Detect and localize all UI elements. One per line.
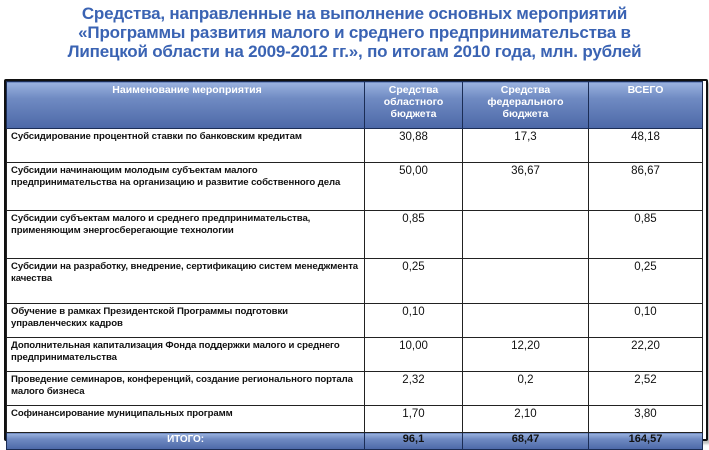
header-total: ВСЕГО [589,82,703,129]
totals-federal: 68,47 [463,433,589,450]
totals-total: 164,57 [589,433,703,450]
row-total: 0,10 [589,304,703,338]
row-regional: 10,00 [365,338,463,372]
funding-table-frame [4,79,708,445]
row-name: Субсидии субъектам малого и среднего предпринимательства, применяющим энергосберегающие технологии [7,211,365,259]
row-federal [463,304,589,338]
totals-regional: 96,1 [365,433,463,450]
header-federal: Средства федерального бюджета [463,82,589,129]
row-regional: 0,10 [365,304,463,338]
table-row [7,406,703,433]
row-total: 48,18 [589,129,703,163]
row-federal: 17,3 [463,129,589,163]
title-line-1: Средства, направленные на выполнение основных мероприятий [81,4,628,23]
table-header-row [7,82,703,129]
row-regional: 0,25 [365,259,463,304]
row-total: 2,52 [589,372,703,406]
totals-row [7,433,703,450]
row-federal: 2,10 [463,406,589,433]
header-name: Наименование мероприятия [7,82,365,129]
row-name: Субсидирование процентной ставки по банковским кредитам [7,129,365,163]
page-title [0,4,709,61]
row-name: Софинансирование муниципальных программ [7,406,365,433]
row-total: 0,25 [589,259,703,304]
title-line-3: Липецкой области на 2009-2012 гг.», по итогам 2010 года, млн. рублей [67,42,642,61]
row-name: Дополнительная капитализация Фонда поддержки малого и среднего предпринимательства [7,338,365,372]
title-line-2: «Программы развития малого и среднего предпринимательства в [78,23,631,42]
row-name: Субсидии начинающим молодым субъектам малого предпринимательства на организацию и развитие собственного дела [7,163,365,211]
row-total: 3,80 [589,406,703,433]
row-regional: 0,85 [365,211,463,259]
row-name: Обучение в рамках Президентской Программы подготовки управленческих кадров [7,304,365,338]
totals-label: ИТОГО: [7,433,365,450]
table-row [7,129,703,163]
table-row [7,163,703,211]
row-regional: 30,88 [365,129,463,163]
row-total: 22,20 [589,338,703,372]
row-federal [463,211,589,259]
header-regional: Средства областного бюджета [365,82,463,129]
row-regional: 50,00 [365,163,463,211]
row-federal: 36,67 [463,163,589,211]
row-federal: 12,20 [463,338,589,372]
table-row [7,372,703,406]
row-total: 86,67 [589,163,703,211]
row-regional: 2,32 [365,372,463,406]
row-name: Субсидии на разработку, внедрение, сертификацию систем менеджмента качества [7,259,365,304]
row-regional: 1,70 [365,406,463,433]
funding-table [6,81,703,450]
row-federal [463,259,589,304]
table-row [7,304,703,338]
row-federal: 0,2 [463,372,589,406]
table-row [7,338,703,372]
row-name: Проведение семинаров, конференций, создание регионального портала малого бизнеса [7,372,365,406]
table-row [7,211,703,259]
row-total: 0,85 [589,211,703,259]
table-row [7,259,703,304]
